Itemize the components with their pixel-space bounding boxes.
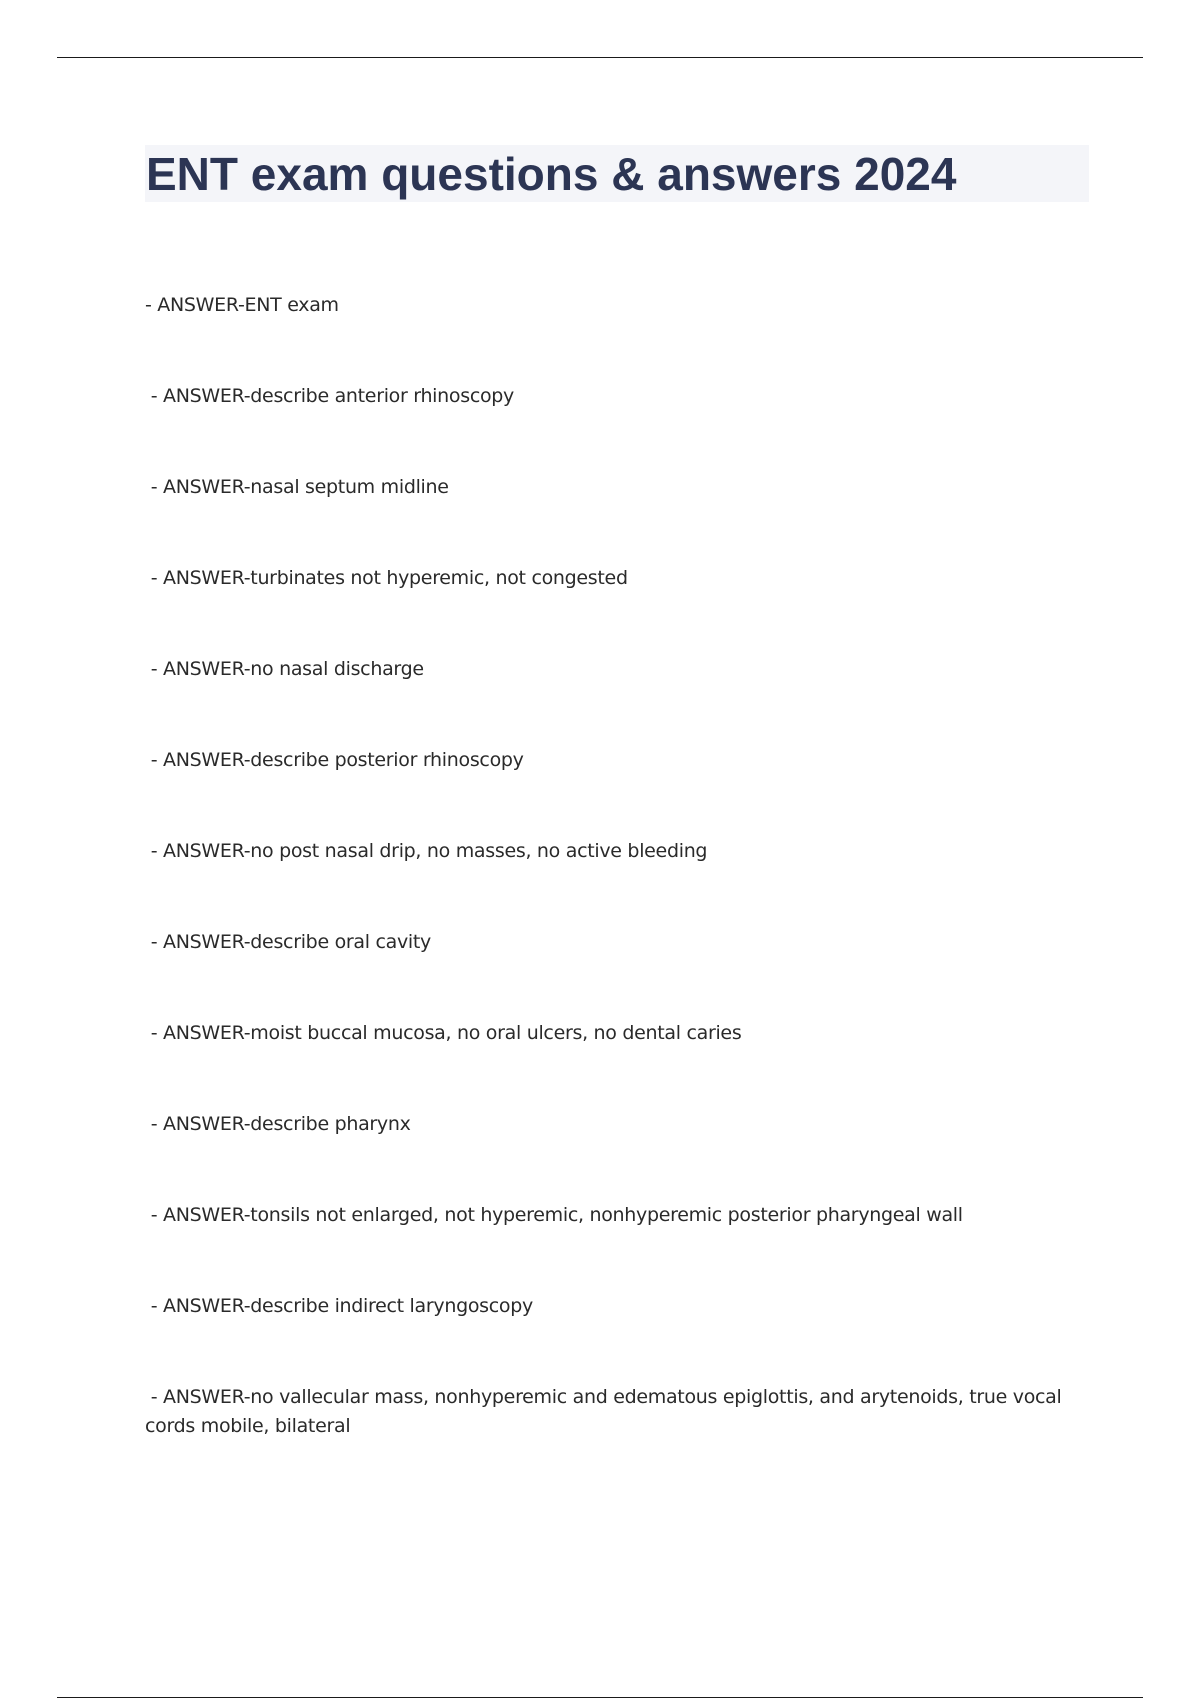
bottom-rule	[57, 1697, 1143, 1698]
document-title: ENT exam questions & answers 2024	[146, 148, 957, 200]
top-rule	[57, 57, 1143, 58]
answer-line-3: - ANSWER-nasal septum midline	[145, 476, 449, 498]
answer-line-8: - ANSWER-describe oral cavity	[145, 931, 431, 953]
answer-line-6: - ANSWER-describe posterior rhinoscopy	[145, 749, 524, 771]
answer-line-1: - ANSWER-ENT exam	[145, 294, 339, 316]
answer-line-5: - ANSWER-no nasal discharge	[145, 658, 424, 680]
answer-line-10: - ANSWER-describe pharynx	[145, 1113, 411, 1135]
answer-line-9: - ANSWER-moist buccal mucosa, no oral ulcers, no dental caries	[145, 1022, 742, 1044]
answer-line-12: - ANSWER-describe indirect laryngoscopy	[145, 1295, 533, 1317]
answer-line-7: - ANSWER-no post nasal drip, no masses, no active bleeding	[145, 840, 708, 862]
answer-line-2: - ANSWER-describe anterior rhinoscopy	[145, 385, 515, 407]
answer-line-11: - ANSWER-tonsils not enlarged, not hyperemic, nonhyperemic posterior pharyngeal wall	[145, 1204, 963, 1226]
answer-line-4: - ANSWER-turbinates not hyperemic, not congested	[145, 567, 628, 589]
answer-line-13: - ANSWER-no vallecular mass, nonhyperemic and edematous epiglottis, and arytenoids, true vocal cords mobile, bilateral	[145, 1386, 1068, 1437]
